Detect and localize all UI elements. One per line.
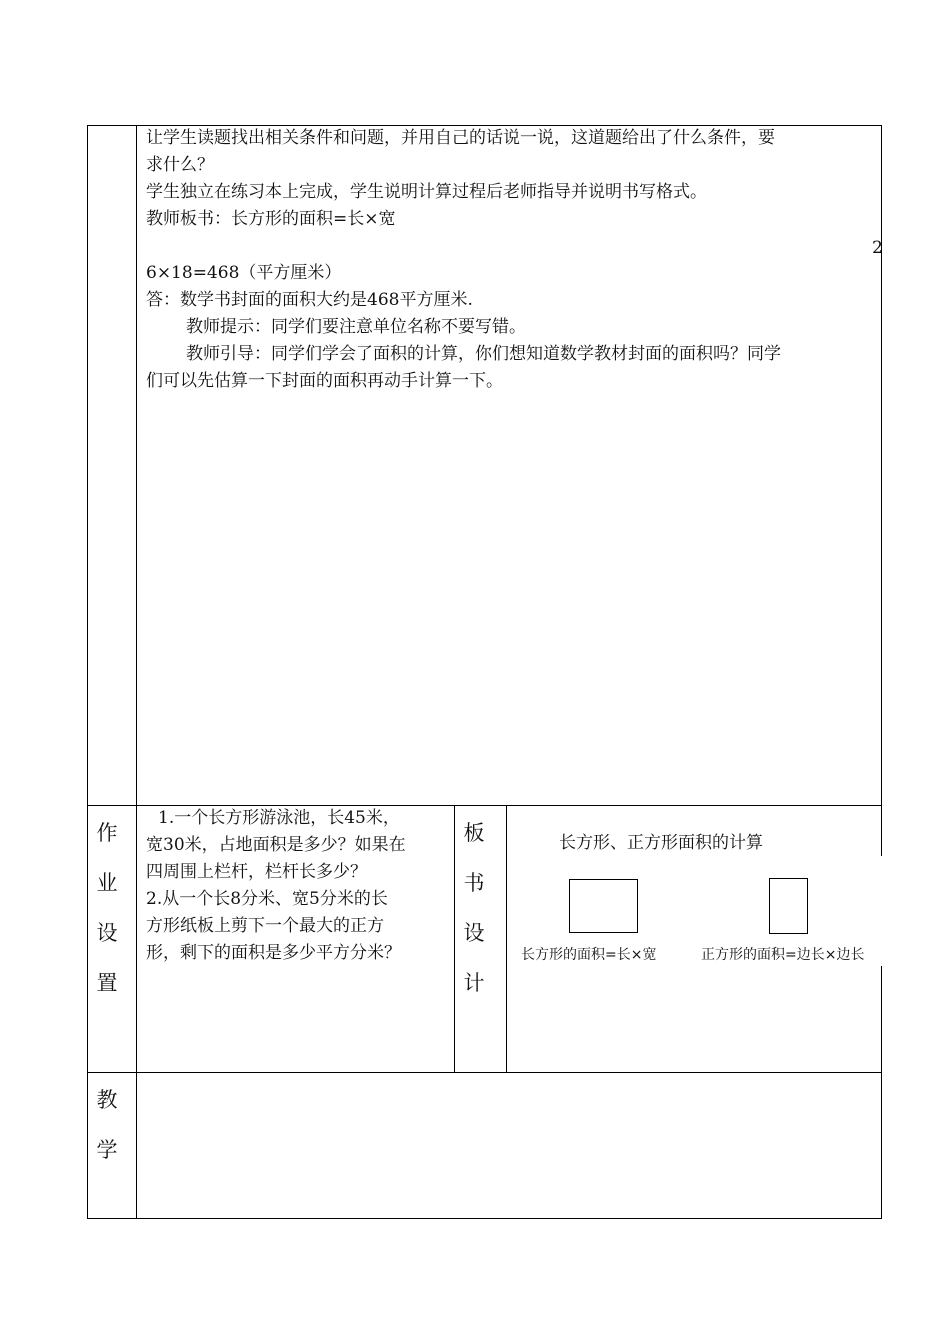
- teaching-label-char: 教: [96, 1088, 118, 1112]
- teaching-label: [92, 1075, 122, 1175]
- homework-line-3: 四周围上栏杆，栏杆长多少？: [146, 862, 367, 882]
- rectangle-diagram: [569, 879, 638, 933]
- board-label-char: 板: [463, 821, 485, 845]
- lesson-text-line-5: 6×18=468（平方厘米）: [146, 263, 342, 283]
- homework-label-char: 置: [96, 971, 118, 995]
- row-divider-2: [87, 1072, 882, 1073]
- board-design-label: [459, 808, 489, 1008]
- table-bottom-border: [87, 1218, 882, 1219]
- lesson-text-line-7: 教师提示：同学们要注意单位名称不要写错。: [186, 317, 526, 337]
- board-label-divider: [506, 805, 507, 1073]
- homework-board-divider: [454, 805, 455, 1073]
- lesson-text-line-1: 让学生读题找出相关条件和问题，并用自己的话说一说，这道题给出了什么条件，要: [146, 128, 775, 148]
- lesson-text-line-8: 教师引导：同学们学会了面积的计算，你们想知道数学教材封面的面积吗？同学: [186, 344, 781, 364]
- homework-label: [92, 808, 122, 1008]
- lesson-text-line-3: 学生独立在练习本上完成，学生说明计算过程后老师指导并说明书写格式。: [146, 182, 707, 202]
- square-area-formula: 正方形的面积=边长×边长: [701, 942, 867, 968]
- table-right-border-lower: [881, 966, 882, 1219]
- rectangle-area-formula: 长方形的面积=长×宽: [521, 947, 657, 963]
- board-label-char: 设: [463, 921, 485, 945]
- lesson-text-line-4: 教师板书：长方形的面积=长×宽: [146, 209, 396, 229]
- board-label-char: 计: [463, 971, 485, 995]
- lesson-text-line-6: 答：数学书封面的面积大约是468平方厘米.: [146, 290, 473, 310]
- homework-line-4: 2.从一个长8分米、宽5分米的长: [146, 889, 388, 909]
- square-diagram: [769, 878, 808, 934]
- homework-line-5: 方形纸板上剪下一个最大的正方: [146, 916, 384, 936]
- board-label-char: 书: [463, 871, 485, 895]
- homework-line-1: 1.一个长方形游泳池，长45米，: [158, 808, 400, 828]
- lesson-text-line-2: 求什么？: [146, 155, 214, 175]
- homework-label-char: 业: [96, 871, 118, 895]
- table-left-border: [87, 125, 88, 1219]
- board-title: 长方形、正方形面积的计算: [559, 833, 763, 853]
- teaching-label-char: 学: [96, 1138, 118, 1162]
- homework-label-char: 作: [96, 821, 118, 845]
- homework-label-char: 设: [96, 921, 118, 945]
- margin-page-mark: 2: [872, 238, 883, 258]
- homework-line-2: 宽30米，占地面积是多少？如果在: [146, 835, 406, 855]
- lesson-text-line-9: 们可以先估算一下封面的面积再动手计算一下。: [146, 371, 503, 391]
- homework-line-6: 形，剩下的面积是多少平方分米？: [146, 943, 401, 963]
- label-column-divider: [136, 125, 137, 1219]
